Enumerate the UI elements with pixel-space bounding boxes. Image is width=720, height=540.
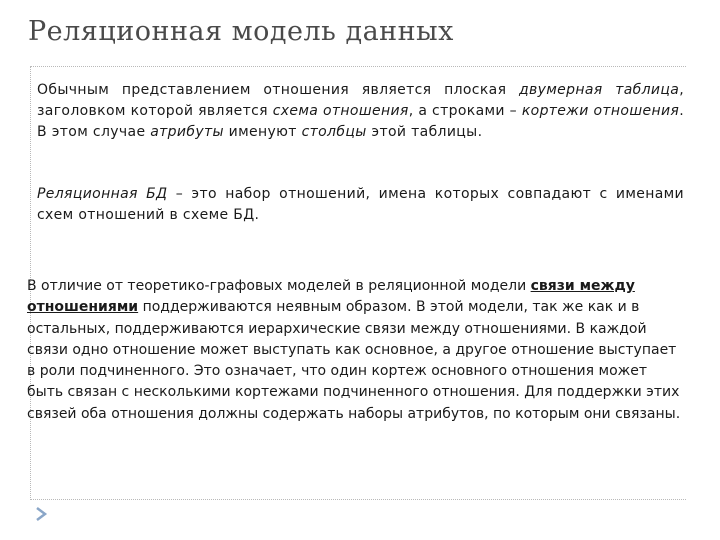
paragraph-relations-links (27, 276, 687, 425)
slide-title: Реляционная модель данных (28, 16, 454, 47)
p3-term-links: связи между отношениями (27, 278, 635, 316)
p1-term-table: двумерная таблица (518, 82, 680, 98)
p1-text-4: . В этом случае (37, 103, 684, 140)
p1-text-1: Обычным представлением отношения является плоская (37, 82, 519, 98)
p1-term-columns: столбцы (301, 124, 367, 140)
p1-term-tuples: кортежи отношения (521, 103, 680, 119)
p3-text-2: поддерживаются неявным образом. В этой модели, так же как и в остальных, поддерживаются иерархические связи между отношениями. В каждой связи одно отношение может выступать как основное, а другое отношение выступает в роли подчиненного. Это означает, что один кортеж основного отношения может быть связан с несколькими кортежами подчиненного отношения. Для поддержки этих связей оба отношения должны содержать наборы атрибутов, по которым они связаны. (27, 299, 681, 422)
p1-term-attributes: атрибуты (150, 124, 224, 140)
p1-text-3: , а строками – (408, 103, 522, 119)
p1-term-schema: схема отношения (272, 103, 409, 119)
p1-text-5: именуют (223, 124, 302, 140)
chevron-right-icon (33, 506, 49, 522)
bottom-divider (30, 499, 686, 500)
p2-term-rdb: Реляционная БД (37, 186, 168, 202)
p1-text-2: , заголовком которой является (37, 82, 684, 119)
p3-text-1: В отличие от теоретико-графовых моделей в реляционной модели (27, 278, 531, 294)
paragraph-relation-table (37, 80, 684, 143)
p1-text-6: этой таблицы. (366, 124, 483, 140)
paragraph-relational-db (37, 184, 684, 226)
p2-text: – это набор отношений, имена которых совпадают с именами схем отношений в схеме БД. (37, 186, 684, 223)
title-divider (30, 66, 686, 67)
